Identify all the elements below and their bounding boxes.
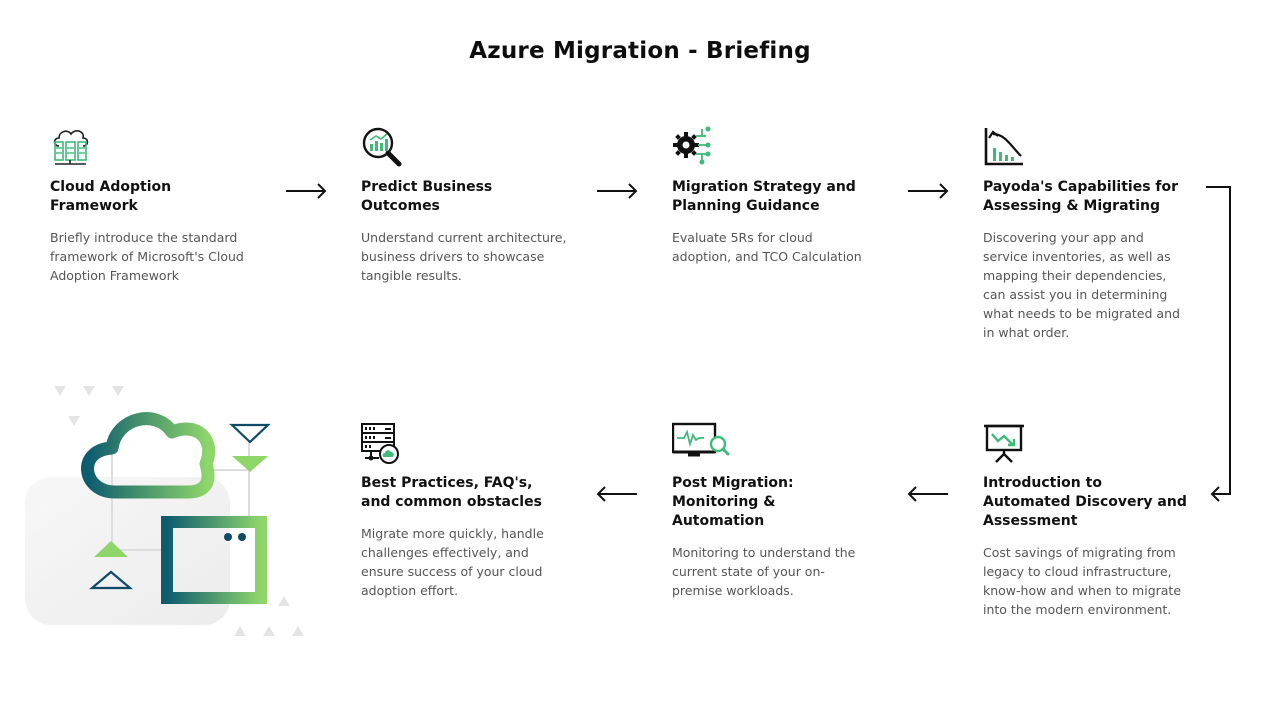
arrow-left-2 xyxy=(593,484,639,504)
step-description: Monitoring to understand the current state of your on-premise workloads. xyxy=(672,545,856,598)
cloud-server-illustration xyxy=(20,380,320,640)
server-cloud-icon xyxy=(361,422,403,464)
step-title: Cloud Adoption Framework xyxy=(50,179,172,214)
step-migration-strategy xyxy=(672,126,872,266)
step-description: Evaluate 5Rs for cloud adoption, and TCO Calculation xyxy=(672,230,862,264)
cloud-servers-icon xyxy=(50,126,92,168)
step-predict-business-outcomes xyxy=(361,126,571,285)
step-description: Migrate more quickly, handle challenges effectively, and ensure success of your cloud adoption effort. xyxy=(361,526,544,598)
step-title: Payoda's Capabilities for Assessing & Migrating xyxy=(983,179,1179,214)
step-description: Discovering your app and service inventories, as well as mapping their dependencies, can assist you in determining what needs to be migrated and in what order. xyxy=(983,230,1180,340)
step-description: Understand current architecture, business drivers to showcase tangible results. xyxy=(361,230,567,283)
step-title: Post Migration: Monitoring & Automation xyxy=(672,475,794,529)
arrow-right-3 xyxy=(906,181,952,201)
arrow-right-2 xyxy=(595,181,641,201)
arrow-left-1 xyxy=(904,484,950,504)
declining-chart-icon xyxy=(983,126,1025,168)
step-title: Introduction to Automated Discovery and Assessment xyxy=(983,475,1187,529)
step-post-migration xyxy=(672,422,872,600)
step-best-practices xyxy=(361,422,561,600)
presentation-board-icon xyxy=(983,422,1025,464)
gear-circuit-icon xyxy=(672,126,714,168)
step-title: Best Practices, FAQ's, and common obstacles xyxy=(361,475,542,510)
magnifier-chart-icon xyxy=(361,126,403,168)
step-title: Predict Business Outcomes xyxy=(361,179,493,214)
step-description: Briefly introduce the standard framework of Microsoft's Cloud Adoption Framework xyxy=(50,230,244,283)
step-title: Migration Strategy and Planning Guidance xyxy=(672,179,856,214)
step-description: Cost savings of migrating from legacy to cloud infrastructure, know-how and when to migrate into the modern environment. xyxy=(983,545,1182,617)
arrow-right-1 xyxy=(284,181,330,201)
page-title: Azure Migration - Briefing xyxy=(469,38,811,64)
arrow-down-turn xyxy=(1204,184,1238,502)
step-cloud-adoption-framework xyxy=(50,126,260,285)
monitor-search-icon xyxy=(672,422,714,464)
step-payoda-capabilities xyxy=(983,126,1188,342)
step-automated-discovery xyxy=(983,422,1188,619)
